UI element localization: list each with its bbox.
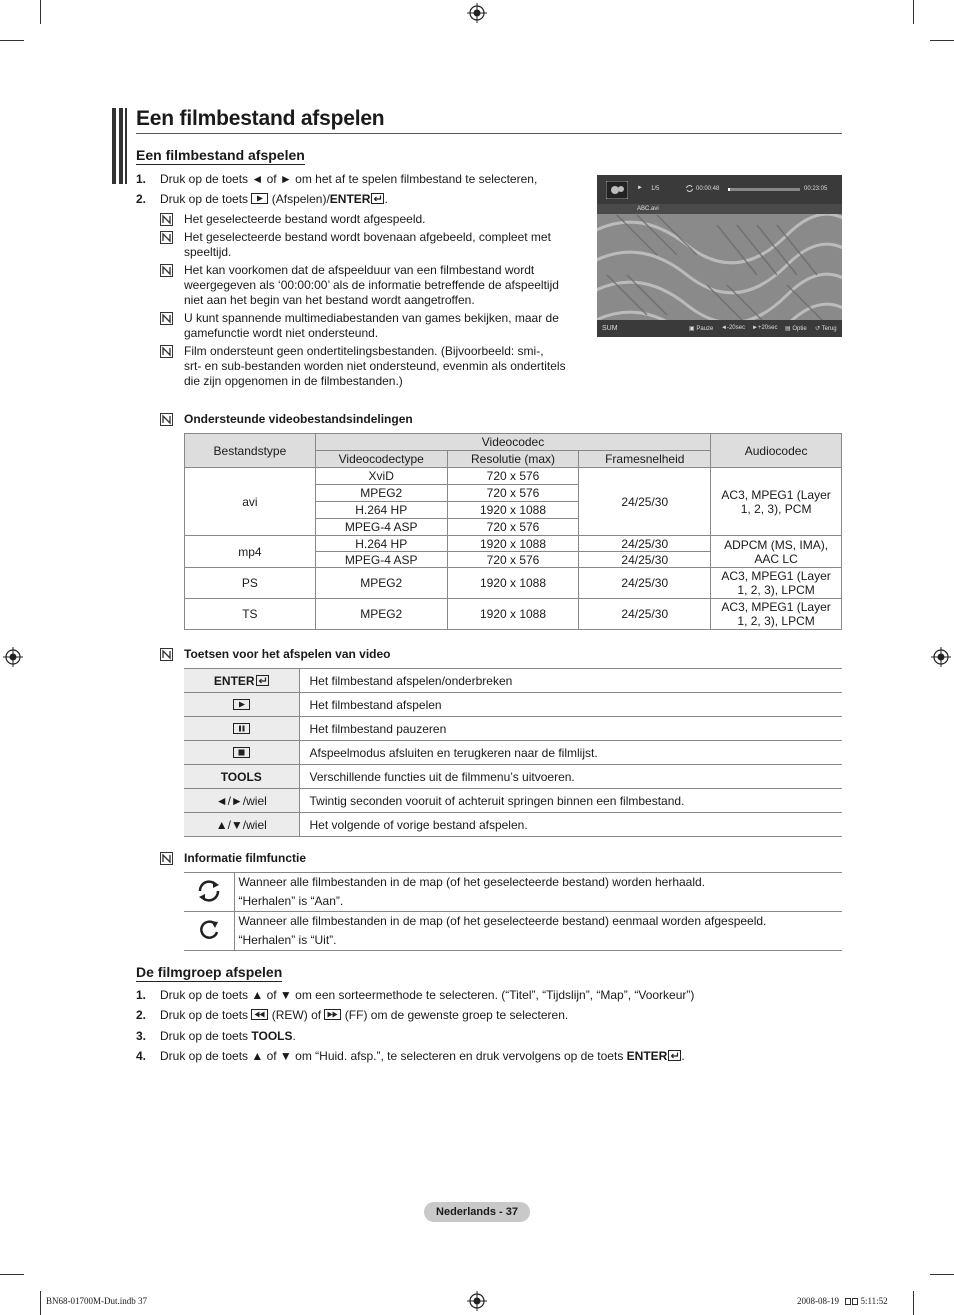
enter-icon bbox=[256, 675, 269, 686]
note-icon bbox=[160, 852, 173, 865]
table-cell: 1920 x 1088 bbox=[447, 502, 579, 519]
crop-mark bbox=[40, 0, 41, 24]
table-cell: 720 x 576 bbox=[447, 552, 579, 568]
table-row bbox=[184, 813, 842, 837]
desc-cell: Het volgende of vorige bestand afspelen. bbox=[299, 813, 842, 837]
crop-mark bbox=[930, 1274, 954, 1275]
time-elapsed: 00:00:48 bbox=[696, 186, 720, 192]
table-cell: H.264 HP bbox=[315, 502, 447, 519]
desc-cell: Afspeelmodus afsluiten en terugkeren naar de filmlijst. bbox=[299, 741, 842, 765]
play-key-icon bbox=[251, 193, 268, 204]
control-rewind[interactable]: ◄-20sec bbox=[721, 325, 745, 331]
repeat-off-icon bbox=[196, 918, 222, 942]
time-total: 00:23:05 bbox=[804, 186, 828, 192]
play-key-icon bbox=[233, 699, 250, 710]
table-cell: 720 x 576 bbox=[447, 519, 579, 536]
enter-key-label: ENTER bbox=[626, 1049, 668, 1063]
desc-cell: Het filmbestand pauzeren bbox=[299, 717, 842, 741]
control-back[interactable]: ↺ Terug bbox=[815, 326, 837, 332]
screen-label: SUM bbox=[602, 325, 618, 332]
enter-key-label: ENTER bbox=[329, 192, 371, 206]
file-index: 1/5 bbox=[651, 186, 660, 192]
info-table bbox=[184, 872, 842, 951]
section-heading-play-group: De filmgroep afspelen bbox=[136, 964, 283, 980]
icon-cell bbox=[184, 873, 234, 912]
table-cell: XviD bbox=[315, 468, 447, 485]
table-cell: PS bbox=[185, 568, 316, 599]
playback-screenshot bbox=[597, 175, 842, 337]
table-cell: 24/25/30 bbox=[579, 552, 711, 568]
table-cell: 1920 x 1088 bbox=[447, 568, 579, 599]
table-row bbox=[184, 789, 842, 813]
movie-icon bbox=[606, 181, 628, 199]
key-cell bbox=[184, 741, 299, 765]
table-row bbox=[184, 669, 842, 693]
key-cell bbox=[184, 717, 299, 741]
step-text: (Afspelen)/ bbox=[271, 192, 330, 206]
key-cell: ▲/▼/wiel bbox=[184, 813, 299, 837]
note-icon bbox=[160, 345, 173, 358]
registration-mark-icon bbox=[467, 3, 487, 23]
note-icon bbox=[160, 231, 173, 244]
step-text: Druk op de toets bbox=[160, 192, 249, 206]
playback-info-bar: ► 1/5 00:00:48 00:23:05 bbox=[597, 175, 842, 204]
control-pause[interactable]: ▣ Pauze bbox=[689, 326, 714, 332]
crop-mark bbox=[0, 40, 24, 41]
header-resolutie: Resolutie (max) bbox=[447, 451, 579, 468]
file-name: ABC.avi bbox=[637, 206, 659, 212]
note-icon bbox=[160, 413, 173, 426]
registration-mark-icon bbox=[3, 647, 23, 667]
header-videocodec: Videocodec bbox=[315, 434, 710, 451]
header-bestandstype: Bestandstype bbox=[185, 434, 316, 468]
desc-cell: Verschillende functies uit de filmmenu’s uitvoeren. bbox=[299, 765, 842, 789]
playback-control-bar bbox=[597, 320, 842, 337]
table-cell: 24/25/30 bbox=[579, 568, 711, 599]
note-icon bbox=[160, 264, 173, 277]
table-cell: 1920 x 1088 bbox=[447, 599, 579, 630]
codec-table bbox=[184, 433, 842, 630]
print-slug-date: 2008-08-19 5:11:52 bbox=[797, 1296, 888, 1306]
table-cell: MPEG2 bbox=[315, 568, 447, 599]
table-row bbox=[184, 912, 842, 951]
table-cell: 1920 x 1088 bbox=[447, 536, 579, 552]
desc-cell: Twintig seconden vooruit of achteruit springen binnen een filmbestand. bbox=[299, 789, 842, 813]
table-cell: AC3, MPEG1 (Layer 1, 2, 3), LPCM bbox=[711, 599, 842, 630]
key-cell: ◄/►/wiel bbox=[184, 789, 299, 813]
table-cell: MPEG2 bbox=[315, 599, 447, 630]
table-row bbox=[184, 765, 842, 789]
crop-mark bbox=[930, 40, 954, 41]
step-text: Druk op de toets ▲ of ▼ om een sorteermethode te selecteren. (“Titel”, “Tijdslijn”, “Map”, “Voorkeur”) bbox=[160, 988, 695, 1002]
desc-cell: Wanneer alle filmbestanden in de map (of het geselecteerde bestand) eenmaal worden afgespeeld. “Herhalen” is “Uit”. bbox=[234, 912, 842, 951]
step-number: 1. bbox=[136, 172, 147, 186]
header-framesnelheid: Framesnelheid bbox=[579, 451, 711, 468]
table-cell: 24/25/30 bbox=[579, 599, 711, 630]
pause-key-icon bbox=[233, 723, 250, 734]
table-cell: ADPCM (MS, IMA), AAC LC bbox=[711, 536, 842, 568]
table-cell: 720 x 576 bbox=[447, 468, 579, 485]
rewind-key-icon bbox=[251, 1009, 268, 1020]
registration-mark-icon bbox=[467, 1291, 487, 1311]
repeat-on-icon bbox=[196, 879, 222, 903]
table-cell: mp4 bbox=[185, 536, 316, 568]
unknown-glyph-icon bbox=[845, 1298, 851, 1305]
enter-icon bbox=[668, 1050, 681, 1061]
section-heading-play-file: Een filmbestand afspelen bbox=[136, 147, 305, 163]
step-number: 1. bbox=[136, 988, 147, 1002]
control-option[interactable]: ▤ Optie bbox=[785, 326, 807, 332]
header-audiocodec: Audiocodec bbox=[711, 434, 842, 468]
table-cell: TS bbox=[185, 599, 316, 630]
table-row bbox=[184, 873, 842, 912]
tools-key-label: TOOLS bbox=[251, 1029, 293, 1043]
desc-cell: Wanneer alle filmbestanden in de map (of het geselecteerde bestand) worden herhaald. “Herhalen” is “Aan”. bbox=[234, 873, 842, 912]
table-cell: AC3, MPEG1 (Layer 1, 2, 3), PCM bbox=[711, 468, 842, 536]
step-number: 2. bbox=[136, 192, 147, 206]
filename-bar bbox=[597, 204, 842, 214]
keys-table bbox=[184, 668, 842, 837]
print-slug-file: BN68-01700M-Dut.indb 37 bbox=[46, 1296, 147, 1306]
control-forward[interactable]: ►+20sec bbox=[752, 325, 778, 331]
icon-cell bbox=[184, 912, 234, 951]
step-text: Druk op de toets ◄ of ► om het af te spelen filmbestand te selecteren, bbox=[160, 172, 538, 186]
table-row bbox=[184, 717, 842, 741]
note-icon bbox=[160, 312, 173, 325]
stop-key-icon bbox=[233, 747, 250, 758]
desc-cell: Het filmbestand afspelen bbox=[299, 693, 842, 717]
table-cell: AC3, MPEG1 (Layer 1, 2, 3), LPCM bbox=[711, 568, 842, 599]
enter-icon bbox=[371, 193, 384, 204]
table-cell: H.264 HP bbox=[315, 536, 447, 552]
key-cell: ENTER bbox=[184, 669, 299, 693]
step-number: 4. bbox=[136, 1049, 147, 1063]
registration-mark-icon bbox=[931, 647, 951, 667]
title-divider bbox=[136, 133, 842, 134]
table-cell: 24/25/30 bbox=[579, 468, 711, 536]
page-number-badge: Nederlands - 37 bbox=[424, 1202, 530, 1222]
crop-mark bbox=[40, 1291, 41, 1315]
key-cell: TOOLS bbox=[184, 765, 299, 789]
table-cell: 720 x 576 bbox=[447, 485, 579, 502]
table-cell: MPEG-4 ASP bbox=[315, 519, 447, 536]
table-cell: 24/25/30 bbox=[579, 536, 711, 552]
table-cell: MPEG2 bbox=[315, 485, 447, 502]
unknown-glyph-icon bbox=[852, 1298, 858, 1305]
table-row bbox=[184, 741, 842, 765]
page-title: Een filmbestand afspelen bbox=[136, 107, 385, 130]
progress-bar[interactable] bbox=[728, 188, 800, 191]
header-videocodectype: Videocodectype bbox=[315, 451, 447, 468]
step-number: 2. bbox=[136, 1008, 147, 1022]
crop-mark bbox=[913, 1291, 914, 1315]
crop-mark bbox=[913, 0, 914, 24]
crop-mark bbox=[0, 1274, 24, 1275]
note-icon bbox=[160, 213, 173, 226]
step-number: 3. bbox=[136, 1029, 147, 1043]
note-icon bbox=[160, 648, 173, 661]
repeat-icon bbox=[685, 184, 694, 193]
desc-cell: Het filmbestand afspelen/onderbreken bbox=[299, 669, 842, 693]
key-cell bbox=[184, 693, 299, 717]
fast-forward-key-icon bbox=[324, 1009, 341, 1020]
table-row bbox=[184, 693, 842, 717]
table-cell: MPEG-4 ASP bbox=[315, 552, 447, 568]
table-cell: avi bbox=[185, 468, 316, 536]
